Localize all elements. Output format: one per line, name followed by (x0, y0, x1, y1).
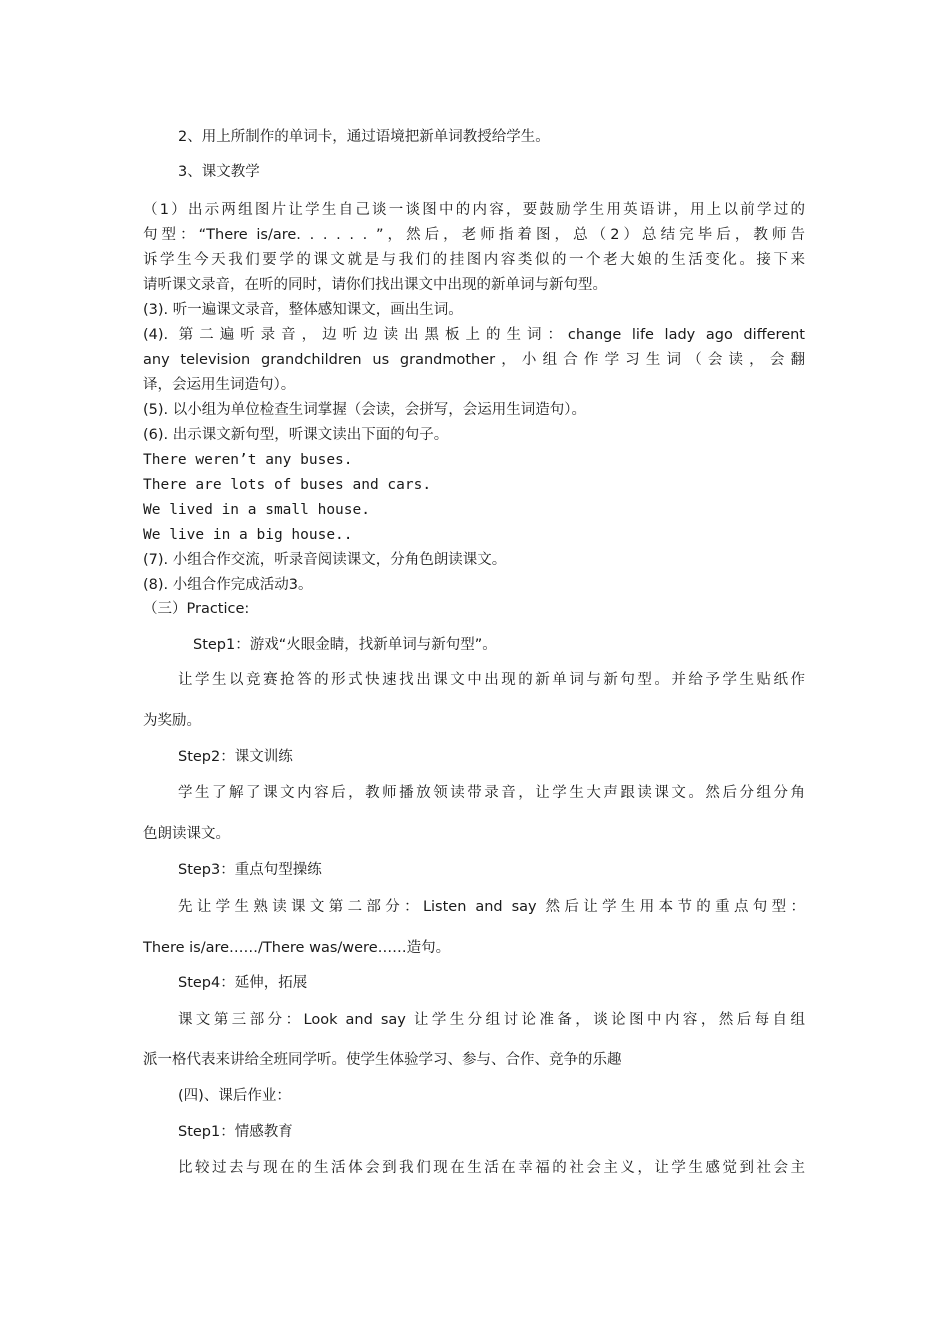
example-sentence: We live in a big house.. (143, 527, 353, 543)
text-line: 为奖励。 (143, 713, 201, 729)
step-heading: Step3：重点句型操练 (178, 862, 322, 878)
text-line: any television grandchildren us grandmother，小组合作学习生词（会读，会翻 (143, 352, 805, 368)
text-line: 学生了解了课文内容后，教师播放领读带录音，让学生大声跟读课文。然后分组分角 (178, 785, 805, 801)
text-line: 先让学生熟读课文第二部分：Listen and say 然后让学生用本节的重点句型： (178, 899, 805, 915)
text-line: There is/are……/There was/were……造句。 (143, 940, 451, 956)
text-line: 请听课文录音，在听的同时，请你们找出课文中出现的新单词与新句型。 (143, 277, 607, 293)
example-sentence: We lived in a small house. (143, 502, 370, 518)
example-sentence: There weren’t any buses. (143, 452, 353, 468)
text-line: 派一格代表来讲给全班同学听。使学生体验学习、参与、合作、竞争的乐趣 (143, 1052, 622, 1068)
text-line: 句型：“There is/are. . . . . . ”，然后，老师指着图，总（2）总结完毕后，教师告 (143, 227, 805, 243)
section-heading: （三）Practice: (143, 601, 250, 617)
step-heading: Step4：延伸，拓展 (178, 975, 308, 991)
section-heading: (四)、课后作业： (178, 1088, 291, 1104)
step-heading: Step1：游戏“火眼金睛，找新单词与新句型”。 (193, 637, 497, 653)
section-heading: 3、课文教学 (178, 164, 260, 180)
text-line: 诉学生今天我们要学的课文就是与我们的挂图内容类似的一个老大娘的生活变化。接下来 (143, 252, 805, 268)
text-line: 色朗读课文。 (143, 826, 230, 842)
text-line: (6). 出示课文新句型，听课文读出下面的句子。 (143, 427, 449, 443)
example-sentence: There are lots of buses and cars. (143, 477, 432, 493)
text-line: 让学生以竞赛抢答的形式快速找出课文中出现的新单词与新句型。并给予学生贴纸作 (178, 672, 805, 688)
text-line: 2、用上所制作的单词卡，通过语境把新单词教授给学生。 (178, 129, 550, 145)
text-line: （1）出示两组图片让学生自己谈一谈图中的内容，要鼓励学生用英语讲，用上以前学过的 (143, 202, 805, 218)
text-line: 译，会运用生词造句）。 (143, 377, 296, 393)
text-line: 比较过去与现在的生活体会到我们现在生活在幸福的社会主义，让学生感觉到社会主 (178, 1160, 805, 1176)
text-line: (4). 第二遍听录音，边听边读出黑板上的生词：change life lady ago different (143, 327, 805, 343)
text-line: (7). 小组合作交流，听录音阅读课文，分角色朗读课文。 (143, 552, 507, 568)
text-line: (5). 以小组为单位检查生词掌握（会读，会拼写，会运用生词造句）。 (143, 402, 587, 418)
text-line: 课文第三部分：Look and say 让学生分组讨论准备，谈论图中内容，然后每自组 (178, 1012, 805, 1028)
step-heading: Step2：课文训练 (178, 749, 293, 765)
text-line: (8). 小组合作完成活动3。 (143, 577, 313, 593)
step-heading: Step1：情感教育 (178, 1124, 293, 1140)
text-line: (3). 听一遍课文录音，整体感知课文，画出生词。 (143, 302, 463, 318)
